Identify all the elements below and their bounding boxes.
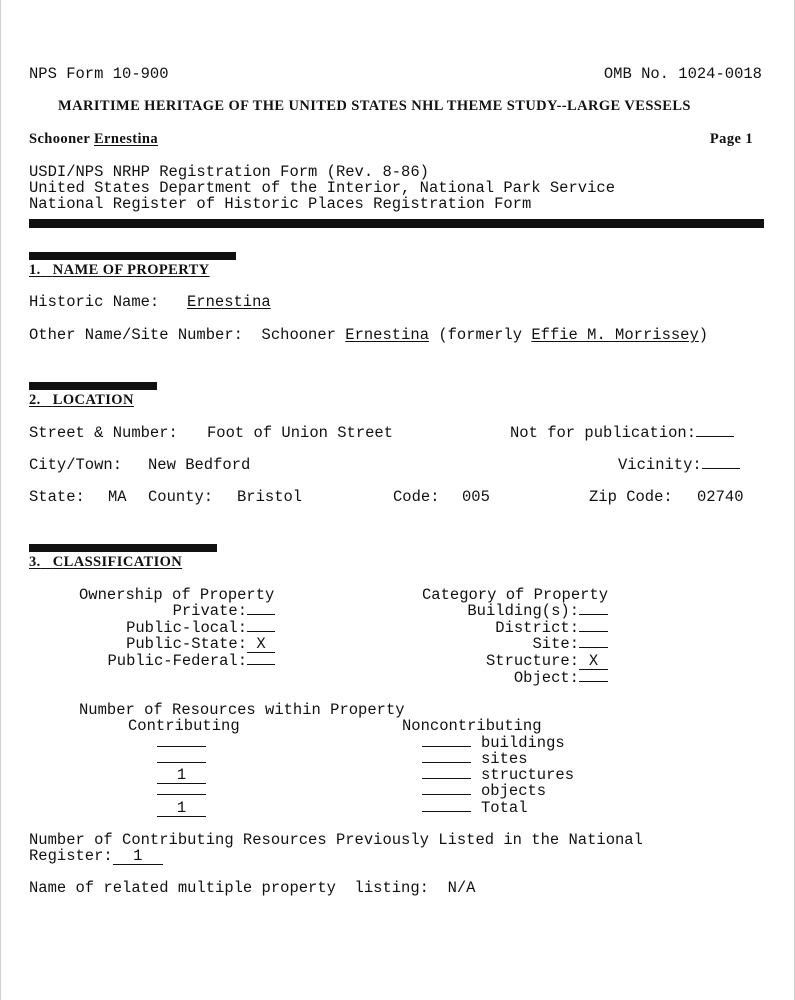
not-for-publication-field[interactable] <box>696 436 734 437</box>
previously-listed-field[interactable]: 1 <box>113 849 163 865</box>
noncontributing-header: Noncontributing <box>402 717 542 735</box>
contributing-sites-field[interactable] <box>157 762 206 763</box>
resource-type-sites: sites <box>481 750 528 768</box>
vessel-name: Ernestina <box>93 131 159 147</box>
study-title: MARITIME HERITAGE OF THE UNITED STATES NHL THEME STUDY--LARGE VESSELS <box>58 98 691 114</box>
resource-type-objects: objects <box>481 782 547 800</box>
contributing-total-field[interactable]: 1 <box>157 801 206 817</box>
intro-line-3: National Register of Historic Places Registration Form <box>29 195 532 213</box>
ownership-public-state-label: Public-State: <box>126 635 247 653</box>
section2-title: LOCATION <box>52 392 134 408</box>
ownership-public-state-field[interactable]: X <box>247 637 275 653</box>
form-number: NPS Form 10-900 <box>29 65 169 83</box>
other-name-former-vessel: Effie M. Morrissey <box>531 326 699 344</box>
county-label: County: <box>148 488 214 506</box>
ownership-private-label: Private: <box>172 602 247 620</box>
section2-bar <box>29 382 157 390</box>
code-label: Code: <box>393 488 440 506</box>
section1-title: NAME OF PROPERTY <box>52 262 210 278</box>
section1-heading <box>29 262 210 279</box>
section3-number: 3. <box>29 554 41 570</box>
noncontributing-total-field[interactable] <box>422 811 471 812</box>
zip-label: Zip Code: <box>589 488 673 506</box>
street-label: Street & Number: <box>29 424 178 442</box>
other-name-formerly: (formerly <box>438 326 523 344</box>
category-site-field[interactable] <box>579 647 608 648</box>
page-number: Page 1 <box>709 131 753 147</box>
vicinity-field[interactable] <box>702 468 740 469</box>
multiple-listing-value: N/A <box>447 879 476 897</box>
other-name-close: ) <box>698 326 709 344</box>
category-district-label: District: <box>495 619 579 637</box>
category-structure-field[interactable]: X <box>579 654 608 670</box>
section3-bar <box>29 544 217 552</box>
contributing-header: Contributing <box>128 717 240 735</box>
other-name-row <box>29 327 708 344</box>
previously-listed-label: Register: <box>29 847 113 865</box>
historic-name-value: Ernestina <box>187 293 271 311</box>
category-building-label: Building(s): <box>467 602 579 620</box>
ownership-public-local-field[interactable] <box>247 631 275 632</box>
ownership-public-federal-field[interactable] <box>247 664 275 665</box>
multiple-listing-label: Name of related multiple property listing: <box>29 879 429 897</box>
omb-number: OMB No. 1024-0018 <box>603 65 762 83</box>
section3-title: CLASSIFICATION <box>52 554 183 570</box>
vicinity-label: Vicinity: <box>618 456 702 474</box>
county-value: Bristol <box>237 488 303 506</box>
category-title: Category of Property <box>422 586 609 604</box>
noncontributing-objects-field[interactable] <box>422 794 471 795</box>
previously-listed-register <box>29 848 163 865</box>
section1-bar <box>29 252 236 260</box>
contributing-structures-field[interactable]: 1 <box>157 768 206 784</box>
vicinity <box>618 457 740 474</box>
intro-line-1: USDI/NPS NRHP Registration Form (Rev. 8-86) <box>29 163 429 181</box>
multiple-listing-row <box>29 880 475 897</box>
city-label: City/Town: <box>29 456 123 474</box>
ownership-public-local-label: Public-local: <box>126 619 247 637</box>
section2-heading <box>29 392 134 409</box>
vessel-prefix: Schooner <box>29 131 90 147</box>
noncontributing-buildings-field[interactable] <box>422 746 471 747</box>
state-label: State: <box>29 488 85 506</box>
city-value: New Bedford <box>148 456 251 474</box>
noncontributing-structures-field[interactable] <box>422 778 471 779</box>
vessel-heading <box>29 131 158 148</box>
resources-title: Number of Resources within Property <box>79 701 405 719</box>
contributing-objects-field[interactable] <box>157 794 206 795</box>
intro-line-2: United States Department of the Interior, National Park Service <box>29 179 615 197</box>
historic-name-label: Historic Name: <box>29 293 160 311</box>
category-site-label: Site: <box>532 635 579 653</box>
zip-value: 02740 <box>697 488 744 506</box>
resource-type-total: Total <box>481 799 528 817</box>
state-value: MA <box>108 488 127 506</box>
header-divider <box>29 219 764 228</box>
other-name-vessel: Ernestina <box>345 326 429 344</box>
not-for-publication <box>510 425 734 442</box>
page-edge-left <box>0 0 1 1000</box>
previously-listed-line: Number of Contributing Resources Previously Listed in the National <box>29 831 643 849</box>
category-district-field[interactable] <box>579 631 608 632</box>
contributing-buildings-field[interactable] <box>157 746 206 747</box>
category-object-label: Object: <box>513 669 579 687</box>
resource-type-buildings: buildings <box>481 734 565 752</box>
section2-number: 2. <box>29 392 41 408</box>
category-object-field[interactable] <box>579 681 608 682</box>
ownership-private-field[interactable] <box>247 614 275 615</box>
category-building-field[interactable] <box>579 614 608 615</box>
section1-number: 1. <box>29 262 41 278</box>
code-value: 005 <box>462 488 490 506</box>
other-name-label: Other Name/Site Number: <box>29 326 243 344</box>
resource-type-structures: structures <box>481 766 575 784</box>
other-name-prefix: Schooner <box>261 326 336 344</box>
ownership-public-federal-label: Public-Federal: <box>107 652 247 670</box>
category-structure-label: Structure: <box>485 652 579 670</box>
ownership-title: Ownership of Property <box>79 586 275 604</box>
street-value: Foot of Union Street <box>207 424 394 442</box>
not-for-publication-label: Not for publication: <box>510 424 697 442</box>
section3-heading <box>29 554 182 571</box>
noncontributing-sites-field[interactable] <box>422 762 471 763</box>
